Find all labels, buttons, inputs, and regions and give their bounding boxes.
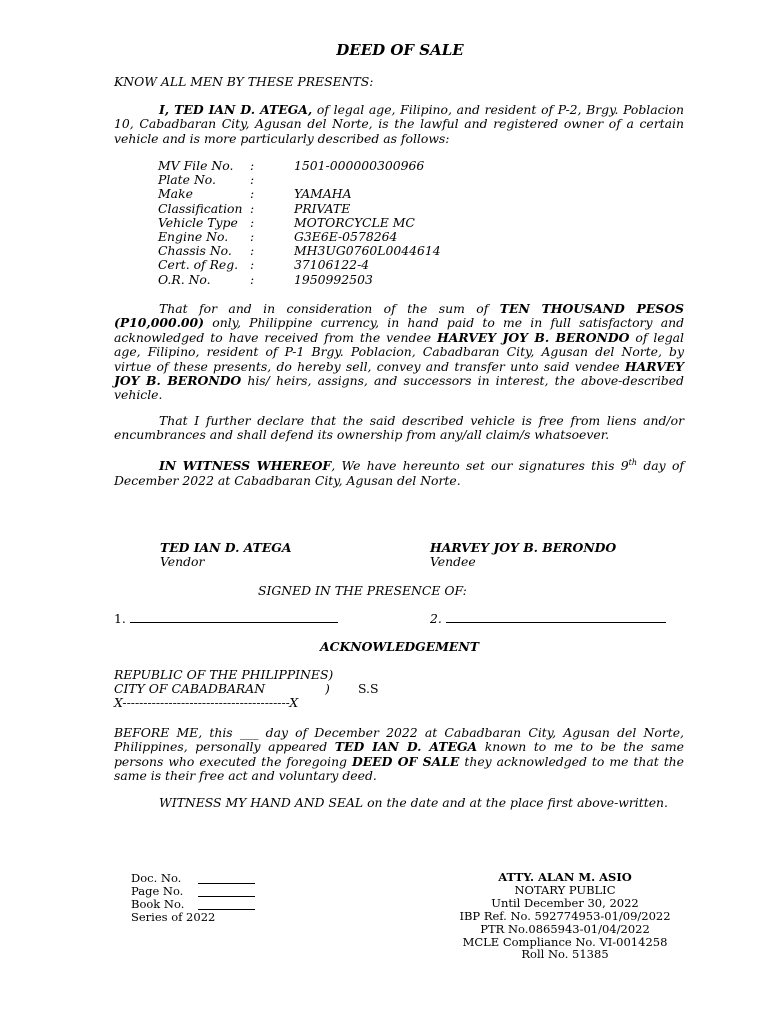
vehicle-field-value: G3E6E-0578264 [294, 229, 398, 244]
vehicle-field-separator: : [250, 257, 255, 273]
consideration-text-1: That for and in consideration of the sum of [159, 301, 500, 316]
witness-lead: IN WITNESS WHEREOF [159, 458, 332, 474]
vendor-declaration: I, TED IAN D. ATEGA, [159, 102, 313, 117]
register-label: Book No. [131, 897, 185, 911]
vendee-signatory-name: HARVEY JOY B. BERONDO [430, 540, 617, 555]
vehicle-field-separator: : [250, 271, 255, 287]
notary-line: MCLE Compliance No. VI-0014258 [462, 934, 668, 949]
sale-amount: TEN THOUSAND PESOS (P10,000.00) [114, 301, 684, 331]
venue-paren: ) [325, 681, 330, 696]
consideration-paragraph [114, 302, 684, 403]
declaration-paragraph: That I further declare that the said described vehicle is free from liens and/or encumbrances and shall defend its ownership from any/all claim/s whatsoever. [114, 413, 684, 443]
vehicle-field-label: MV File No. [158, 158, 234, 173]
witness-line-1 [114, 612, 338, 626]
notary-line: Roll No. 51385 [521, 947, 609, 962]
signature-line [446, 622, 666, 623]
vehicle-field-value: YAMAHA [294, 186, 352, 202]
vendee-role: Vendee [430, 554, 476, 569]
vehicle-field-label: Plate No. [158, 172, 216, 188]
vehicle-field-label: Vehicle Type [158, 214, 238, 230]
vehicle-field-value: 1950992503 [294, 271, 373, 287]
day-suffix: th [628, 458, 638, 467]
notary-line: Until December 30, 2022 [491, 895, 639, 910]
vehicle-field-label: Classification [158, 200, 243, 216]
vehicle-field-separator: : [250, 172, 255, 188]
intro-text: of legal age, Filipino, and resident of P-2, Brgy. Poblacion 10, Cabadbaran City, Agusan del Norte, is the lawful and registered owner of a certain vehicle and is more particularly described as follows: [114, 102, 684, 146]
vehicle-field-value: MOTORCYCLE MC [294, 214, 415, 230]
witness-line-2 [430, 612, 666, 626]
vehicle-field-label: Engine No. [158, 229, 229, 244]
document-reference: DEED OF SALE [351, 753, 460, 769]
intro-paragraph [114, 103, 684, 146]
witness-text-1: , We have hereunto set our signatures this 9 [331, 458, 629, 474]
register-label: Page No. [131, 884, 184, 898]
vehicle-field-label: O.R. No. [158, 271, 211, 287]
notary-name: ATTY. ALAN M. ASIO [498, 870, 632, 884]
venue-line-1: REPUBLIC OF THE PHILIPPINES) [114, 667, 334, 682]
register-blank-line [198, 896, 255, 897]
ss-mark: S.S [358, 681, 379, 696]
vehicle-field-separator: : [250, 214, 255, 230]
before-me-text-3: they acknowledged to me that the same is their free act and voluntary deed. [114, 753, 684, 784]
notary-line: IBP Ref. No. 592774953-01/09/2022 [459, 908, 671, 923]
vendor-role: Vendor [160, 554, 205, 569]
vendee-name: HARVEY JOY B. BERONDO [114, 358, 684, 389]
vehicle-field-separator: : [250, 200, 255, 216]
notary-block [430, 871, 700, 961]
consideration-text-4: his/ heirs, assigns, and successors in interest, the above-described vehicle. [114, 373, 684, 403]
consideration-text-2: only, Philippine currency, in hand paid to me in full satisfactory and acknowledged to have received from the vendee [114, 315, 684, 345]
appearing-party: TED IAN D. ATEGA [334, 739, 478, 755]
before-me-text-1: BEFORE ME, this ___ day of December 2022 at Cabadbaran City, Agusan del Norte, Philippines, personally appeared [114, 725, 684, 755]
witness-number-2: 2. [430, 611, 442, 626]
witness-paragraph [114, 456, 684, 488]
register-label: Series of 2022 [131, 910, 216, 924]
vendee-name: HARVEY JOY B. BERONDO [437, 329, 630, 345]
vehicle-field-value: 1501-000000300966 [294, 158, 425, 173]
document-title: DEED OF SALE [336, 41, 464, 59]
notary-line: PTR No.0865943-01/04/2022 [480, 921, 650, 936]
vehicle-field-separator: : [250, 229, 255, 244]
venue-line-3: X----------------------------------------X [114, 695, 299, 710]
vendor-name: TED IAN D. ATEGA [160, 540, 292, 555]
notary-line: NOTARY PUBLIC [514, 882, 616, 897]
before-me-text-2: known to me to be the same persons who executed the foregoing [114, 739, 684, 769]
vehicle-field-separator: : [250, 158, 255, 173]
before-me-paragraph [114, 726, 684, 784]
vehicle-field-label: Make [158, 186, 193, 202]
witness-number-1: 1. [114, 611, 126, 626]
vehicle-field-separator: : [250, 186, 255, 202]
vehicle-field-value: MH3UG0760L0044614 [294, 243, 441, 259]
venue-line-2: CITY OF CABADBARAN [114, 681, 266, 696]
register-label: Doc. No. [131, 871, 182, 885]
vehicle-field-value: 37106122-4 [294, 257, 370, 273]
presence-heading: SIGNED IN THE PRESENCE OF: [258, 583, 467, 598]
vehicle-field-separator: : [250, 243, 255, 259]
hand-seal-paragraph: WITNESS MY HAND AND SEAL on the date and at the place first above-written. [159, 795, 668, 810]
vehicle-field-label: Cert. of Reg. [158, 257, 239, 273]
register-blank-line [198, 883, 255, 884]
vehicle-field-value: PRIVATE [294, 200, 351, 216]
consideration-text-3: of legal age, Filipino, resident of P-1 Brgy. Poblacion, Cabadbaran City, Agusan del Norte, by virtue of these presents, do hereby sell, convey and transfer unto said vendee [114, 329, 684, 374]
witness-text-2: day of December 2022 at Cabadbaran City, Agusan del Norte. [114, 458, 684, 488]
signature-line [130, 622, 338, 623]
acknowledgement-title: ACKNOWLEDGEMENT [320, 639, 479, 654]
opening-line: KNOW ALL MEN BY THESE PRESENTS: [114, 74, 374, 89]
vehicle-field-label: Chassis No. [158, 243, 232, 259]
